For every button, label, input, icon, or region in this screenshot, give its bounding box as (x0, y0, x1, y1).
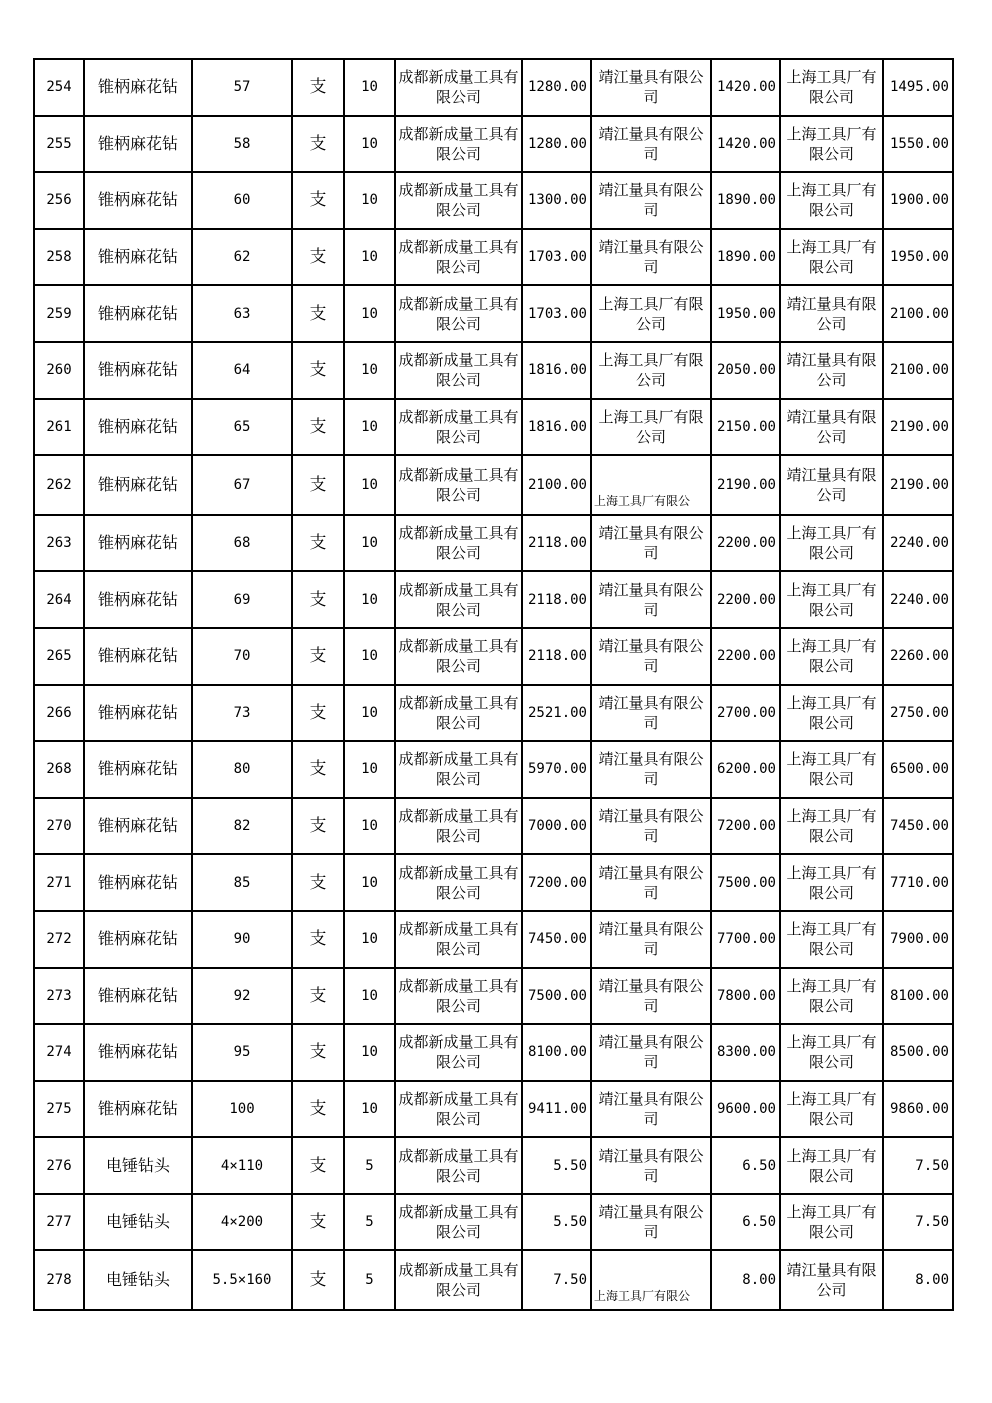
table-row (34, 1250, 953, 1310)
table-row (34, 1137, 953, 1194)
item-spec: 92 (192, 968, 292, 1025)
item-quantity: 10 (344, 515, 395, 572)
price-2: 2200.00 (711, 515, 780, 572)
item-unit: 支 (292, 968, 344, 1025)
item-unit: 支 (292, 854, 344, 911)
item-number: 256 (34, 172, 84, 229)
item-number: 270 (34, 798, 84, 855)
item-quantity: 10 (344, 116, 395, 173)
item-name: 锥柄麻花钻 (84, 515, 192, 572)
item-name: 锥柄麻花钻 (84, 968, 192, 1025)
supplier-1: 成都新成量工具有限公司 (395, 1024, 522, 1081)
item-quantity: 10 (344, 455, 395, 515)
supplier-3: 上海工具厂有限公司 (780, 628, 883, 685)
item-number: 277 (34, 1194, 84, 1251)
supplier-2: 上海工具厂有限公司 (591, 399, 711, 456)
item-quantity: 10 (344, 628, 395, 685)
price-2: 8.00 (711, 1250, 780, 1310)
supplier-2: 上海工具厂有限公 (591, 1250, 711, 1310)
price-2: 2700.00 (711, 685, 780, 742)
item-unit: 支 (292, 798, 344, 855)
item-unit: 支 (292, 285, 344, 342)
price-2: 1420.00 (711, 116, 780, 173)
item-spec: 4×200 (192, 1194, 292, 1251)
supplier-1: 成都新成量工具有限公司 (395, 854, 522, 911)
table-row (34, 1194, 953, 1251)
item-number: 265 (34, 628, 84, 685)
item-number: 264 (34, 571, 84, 628)
price-2: 8300.00 (711, 1024, 780, 1081)
price-2: 6.50 (711, 1137, 780, 1194)
item-number: 272 (34, 911, 84, 968)
item-number: 274 (34, 1024, 84, 1081)
price-1: 2118.00 (522, 628, 591, 685)
supplier-2: 靖江量具有限公司 (591, 628, 711, 685)
supplier-3: 上海工具厂有限公司 (780, 911, 883, 968)
item-spec: 68 (192, 515, 292, 572)
supplier-2: 上海工具厂有限公司 (591, 342, 711, 399)
item-name: 锥柄麻花钻 (84, 229, 192, 286)
item-spec: 62 (192, 229, 292, 286)
item-unit: 支 (292, 741, 344, 798)
price-3: 2190.00 (883, 399, 953, 456)
supplier-1: 成都新成量工具有限公司 (395, 515, 522, 572)
price-3: 2750.00 (883, 685, 953, 742)
table-row (34, 1081, 953, 1138)
item-unit: 支 (292, 172, 344, 229)
item-spec: 70 (192, 628, 292, 685)
price-1: 7500.00 (522, 968, 591, 1025)
price-3: 1495.00 (883, 59, 953, 116)
item-unit: 支 (292, 59, 344, 116)
price-1: 9411.00 (522, 1081, 591, 1138)
item-number: 276 (34, 1137, 84, 1194)
price-3: 2260.00 (883, 628, 953, 685)
item-spec: 90 (192, 911, 292, 968)
price-1: 1816.00 (522, 399, 591, 456)
table-row (34, 911, 953, 968)
item-unit: 支 (292, 1137, 344, 1194)
item-name: 锥柄麻花钻 (84, 1024, 192, 1081)
price-3: 1900.00 (883, 172, 953, 229)
item-number: 278 (34, 1250, 84, 1310)
item-quantity: 10 (344, 854, 395, 911)
item-name: 锥柄麻花钻 (84, 116, 192, 173)
table-row (34, 628, 953, 685)
price-3: 7710.00 (883, 854, 953, 911)
item-unit: 支 (292, 229, 344, 286)
supplier-1: 成都新成量工具有限公司 (395, 285, 522, 342)
supplier-1: 成都新成量工具有限公司 (395, 571, 522, 628)
supplier-2: 靖江量具有限公司 (591, 1024, 711, 1081)
price-3: 8500.00 (883, 1024, 953, 1081)
item-quantity: 10 (344, 1081, 395, 1138)
table-row (34, 172, 953, 229)
price-1: 1816.00 (522, 342, 591, 399)
supplier-3: 靖江量具有限公司 (780, 342, 883, 399)
item-spec: 82 (192, 798, 292, 855)
item-unit: 支 (292, 911, 344, 968)
supplier-2: 靖江量具有限公司 (591, 116, 711, 173)
item-unit: 支 (292, 399, 344, 456)
item-spec: 60 (192, 172, 292, 229)
supplier-1: 成都新成量工具有限公司 (395, 399, 522, 456)
price-3: 1950.00 (883, 229, 953, 286)
item-quantity: 5 (344, 1137, 395, 1194)
price-2: 2150.00 (711, 399, 780, 456)
table-row (34, 285, 953, 342)
supplier-3: 上海工具厂有限公司 (780, 59, 883, 116)
supplier-3: 上海工具厂有限公司 (780, 968, 883, 1025)
supplier-1: 成都新成量工具有限公司 (395, 1137, 522, 1194)
item-spec: 85 (192, 854, 292, 911)
supplier-2: 靖江量具有限公司 (591, 798, 711, 855)
table-row (34, 968, 953, 1025)
item-name: 电锤钻头 (84, 1137, 192, 1194)
price-3: 1550.00 (883, 116, 953, 173)
supplier-3: 上海工具厂有限公司 (780, 685, 883, 742)
price-2: 1950.00 (711, 285, 780, 342)
price-3: 2100.00 (883, 285, 953, 342)
item-quantity: 10 (344, 59, 395, 116)
table-row (34, 798, 953, 855)
item-quantity: 10 (344, 741, 395, 798)
price-3: 7.50 (883, 1137, 953, 1194)
item-number: 263 (34, 515, 84, 572)
supplier-3: 靖江量具有限公司 (780, 285, 883, 342)
table-row (34, 342, 953, 399)
item-spec: 63 (192, 285, 292, 342)
price-3: 7900.00 (883, 911, 953, 968)
table-row (34, 229, 953, 286)
table-row (34, 455, 953, 515)
price-comparison-table (33, 58, 954, 1311)
supplier-2: 靖江量具有限公司 (591, 172, 711, 229)
price-2: 6.50 (711, 1194, 780, 1251)
item-quantity: 10 (344, 968, 395, 1025)
supplier-2: 靖江量具有限公司 (591, 1081, 711, 1138)
supplier-2: 靖江量具有限公司 (591, 911, 711, 968)
supplier-2: 上海工具厂有限公司 (591, 285, 711, 342)
supplier-3: 上海工具厂有限公司 (780, 571, 883, 628)
price-1: 7.50 (522, 1250, 591, 1310)
supplier-3: 上海工具厂有限公司 (780, 515, 883, 572)
item-name: 锥柄麻花钻 (84, 741, 192, 798)
item-name: 锥柄麻花钻 (84, 911, 192, 968)
item-number: 273 (34, 968, 84, 1025)
item-unit: 支 (292, 1250, 344, 1310)
supplier-1: 成都新成量工具有限公司 (395, 628, 522, 685)
supplier-2: 靖江量具有限公司 (591, 571, 711, 628)
supplier-3: 上海工具厂有限公司 (780, 741, 883, 798)
table-row (34, 571, 953, 628)
item-unit: 支 (292, 685, 344, 742)
item-unit: 支 (292, 455, 344, 515)
item-spec: 58 (192, 116, 292, 173)
supplier-2: 靖江量具有限公司 (591, 854, 711, 911)
price-2: 6200.00 (711, 741, 780, 798)
supplier-3: 上海工具厂有限公司 (780, 229, 883, 286)
item-spec: 4×110 (192, 1137, 292, 1194)
supplier-3: 上海工具厂有限公司 (780, 1137, 883, 1194)
price-3: 2100.00 (883, 342, 953, 399)
supplier-3: 上海工具厂有限公司 (780, 116, 883, 173)
item-number: 271 (34, 854, 84, 911)
supplier-1: 成都新成量工具有限公司 (395, 741, 522, 798)
item-name: 锥柄麻花钻 (84, 1081, 192, 1138)
supplier-2: 靖江量具有限公司 (591, 515, 711, 572)
item-number: 268 (34, 741, 84, 798)
price-3: 2190.00 (883, 455, 953, 515)
price-1: 5970.00 (522, 741, 591, 798)
item-quantity: 10 (344, 571, 395, 628)
supplier-2: 靖江量具有限公司 (591, 685, 711, 742)
item-quantity: 10 (344, 229, 395, 286)
supplier-2: 上海工具厂有限公 (591, 455, 711, 515)
supplier-1: 成都新成量工具有限公司 (395, 911, 522, 968)
table-row (34, 59, 953, 116)
item-spec: 67 (192, 455, 292, 515)
price-1: 2100.00 (522, 455, 591, 515)
item-name: 锥柄麻花钻 (84, 342, 192, 399)
item-number: 258 (34, 229, 84, 286)
item-unit: 支 (292, 1081, 344, 1138)
item-unit: 支 (292, 1194, 344, 1251)
item-name: 锥柄麻花钻 (84, 571, 192, 628)
supplier-3: 上海工具厂有限公司 (780, 1194, 883, 1251)
price-3: 7.50 (883, 1194, 953, 1251)
price-2: 1890.00 (711, 172, 780, 229)
supplier-2: 靖江量具有限公司 (591, 229, 711, 286)
price-3: 2240.00 (883, 571, 953, 628)
price-3: 2240.00 (883, 515, 953, 572)
supplier-3: 上海工具厂有限公司 (780, 854, 883, 911)
item-number: 254 (34, 59, 84, 116)
item-unit: 支 (292, 1024, 344, 1081)
item-number: 262 (34, 455, 84, 515)
item-name: 锥柄麻花钻 (84, 59, 192, 116)
item-quantity: 10 (344, 911, 395, 968)
supplier-3: 靖江量具有限公司 (780, 455, 883, 515)
supplier-1: 成都新成量工具有限公司 (395, 172, 522, 229)
supplier-2: 靖江量具有限公司 (591, 1194, 711, 1251)
item-spec: 80 (192, 741, 292, 798)
item-unit: 支 (292, 571, 344, 628)
price-3: 8100.00 (883, 968, 953, 1025)
item-name: 锥柄麻花钻 (84, 172, 192, 229)
item-name: 锥柄麻花钻 (84, 285, 192, 342)
price-3: 6500.00 (883, 741, 953, 798)
price-2: 1420.00 (711, 59, 780, 116)
supplier-1: 成都新成量工具有限公司 (395, 798, 522, 855)
price-1: 5.50 (522, 1194, 591, 1251)
supplier-1: 成都新成量工具有限公司 (395, 1081, 522, 1138)
price-2: 2190.00 (711, 455, 780, 515)
supplier-1: 成都新成量工具有限公司 (395, 968, 522, 1025)
item-number: 255 (34, 116, 84, 173)
item-spec: 95 (192, 1024, 292, 1081)
item-name: 锥柄麻花钻 (84, 455, 192, 515)
table-row (34, 116, 953, 173)
supplier-1: 成都新成量工具有限公司 (395, 59, 522, 116)
item-quantity: 10 (344, 285, 395, 342)
item-name: 锥柄麻花钻 (84, 628, 192, 685)
supplier-1: 成都新成量工具有限公司 (395, 455, 522, 515)
item-spec: 64 (192, 342, 292, 399)
item-quantity: 10 (344, 1024, 395, 1081)
item-number: 261 (34, 399, 84, 456)
item-number: 259 (34, 285, 84, 342)
item-unit: 支 (292, 116, 344, 173)
supplier-3: 上海工具厂有限公司 (780, 1081, 883, 1138)
price-1: 2118.00 (522, 571, 591, 628)
price-1: 7000.00 (522, 798, 591, 855)
price-1: 2521.00 (522, 685, 591, 742)
item-spec: 5.5×160 (192, 1250, 292, 1310)
price-2: 2200.00 (711, 628, 780, 685)
item-name: 锥柄麻花钻 (84, 399, 192, 456)
item-name: 锥柄麻花钻 (84, 798, 192, 855)
item-spec: 100 (192, 1081, 292, 1138)
price-2: 7800.00 (711, 968, 780, 1025)
table-row (34, 399, 953, 456)
price-2: 7200.00 (711, 798, 780, 855)
item-unit: 支 (292, 342, 344, 399)
supplier-3: 上海工具厂有限公司 (780, 798, 883, 855)
supplier-3: 上海工具厂有限公司 (780, 172, 883, 229)
supplier-3: 靖江量具有限公司 (780, 1250, 883, 1310)
price-1: 1280.00 (522, 59, 591, 116)
item-spec: 65 (192, 399, 292, 456)
price-1: 8100.00 (522, 1024, 591, 1081)
item-quantity: 5 (344, 1250, 395, 1310)
item-quantity: 10 (344, 399, 395, 456)
supplier-3: 靖江量具有限公司 (780, 399, 883, 456)
supplier-1: 成都新成量工具有限公司 (395, 1250, 522, 1310)
price-1: 1703.00 (522, 229, 591, 286)
supplier-2: 靖江量具有限公司 (591, 741, 711, 798)
price-2: 2200.00 (711, 571, 780, 628)
price-2: 2050.00 (711, 342, 780, 399)
item-unit: 支 (292, 515, 344, 572)
price-1: 7200.00 (522, 854, 591, 911)
price-2: 9600.00 (711, 1081, 780, 1138)
supplier-1: 成都新成量工具有限公司 (395, 229, 522, 286)
price-1: 5.50 (522, 1137, 591, 1194)
item-spec: 69 (192, 571, 292, 628)
item-quantity: 10 (344, 342, 395, 399)
price-2: 1890.00 (711, 229, 780, 286)
item-name: 电锤钻头 (84, 1250, 192, 1310)
supplier-2: 靖江量具有限公司 (591, 968, 711, 1025)
item-spec: 57 (192, 59, 292, 116)
price-1: 7450.00 (522, 911, 591, 968)
supplier-1: 成都新成量工具有限公司 (395, 116, 522, 173)
item-unit: 支 (292, 628, 344, 685)
price-1: 2118.00 (522, 515, 591, 572)
item-number: 275 (34, 1081, 84, 1138)
price-1: 1280.00 (522, 116, 591, 173)
supplier-1: 成都新成量工具有限公司 (395, 1194, 522, 1251)
item-quantity: 5 (344, 1194, 395, 1251)
supplier-1: 成都新成量工具有限公司 (395, 685, 522, 742)
item-name: 锥柄麻花钻 (84, 854, 192, 911)
table-row (34, 515, 953, 572)
item-quantity: 10 (344, 685, 395, 742)
table-row (34, 685, 953, 742)
item-quantity: 10 (344, 172, 395, 229)
supplier-3: 上海工具厂有限公司 (780, 1024, 883, 1081)
table-body (34, 59, 953, 1310)
price-3: 8.00 (883, 1250, 953, 1310)
item-spec: 73 (192, 685, 292, 742)
price-1: 1300.00 (522, 172, 591, 229)
price-1: 1703.00 (522, 285, 591, 342)
item-name: 电锤钻头 (84, 1194, 192, 1251)
supplier-1: 成都新成量工具有限公司 (395, 342, 522, 399)
table-row (34, 741, 953, 798)
table-row (34, 854, 953, 911)
item-name: 锥柄麻花钻 (84, 685, 192, 742)
table-row (34, 1024, 953, 1081)
price-3: 7450.00 (883, 798, 953, 855)
supplier-2: 靖江量具有限公司 (591, 1137, 711, 1194)
item-number: 260 (34, 342, 84, 399)
price-3: 9860.00 (883, 1081, 953, 1138)
supplier-2: 靖江量具有限公司 (591, 59, 711, 116)
price-2: 7500.00 (711, 854, 780, 911)
item-quantity: 10 (344, 798, 395, 855)
price-2: 7700.00 (711, 911, 780, 968)
item-number: 266 (34, 685, 84, 742)
